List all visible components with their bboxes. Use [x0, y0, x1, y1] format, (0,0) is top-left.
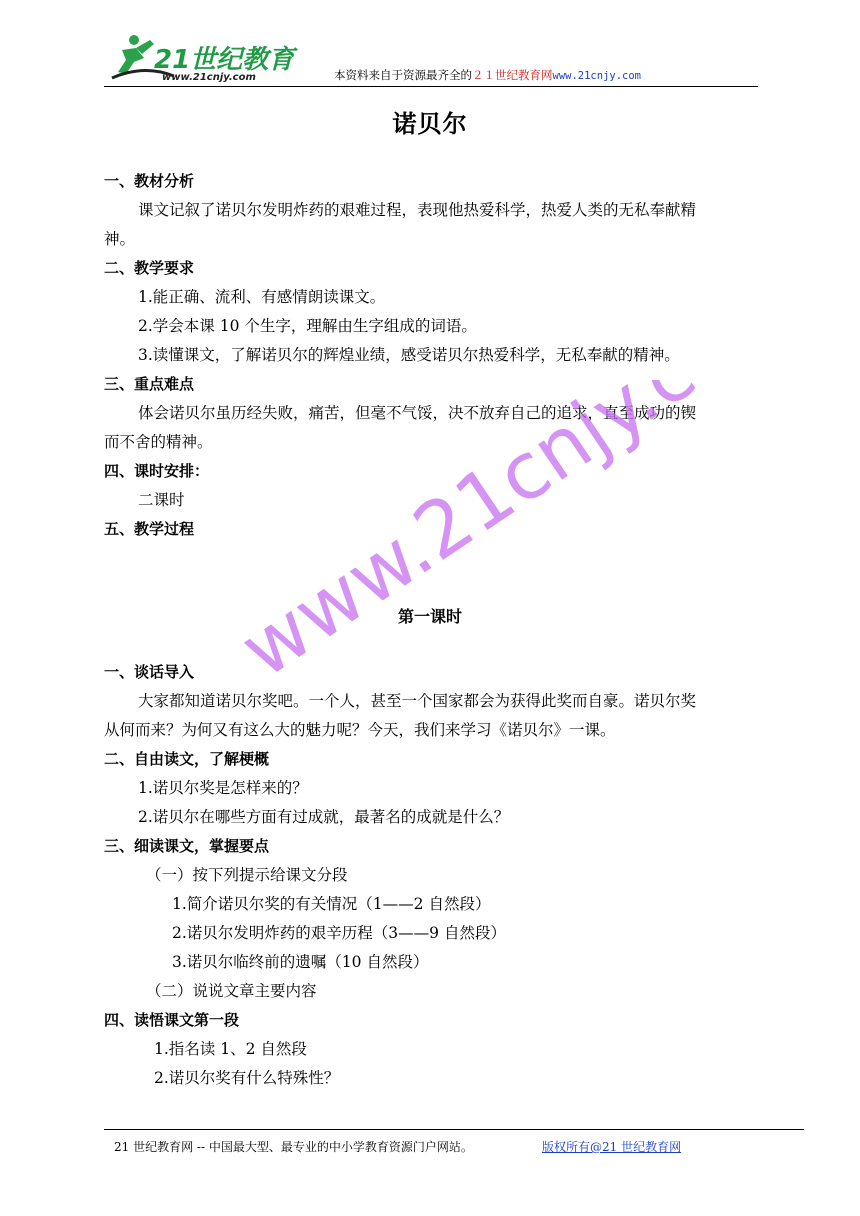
- heading-close-reading: 三、细读课文，掌握要点: [104, 837, 270, 855]
- list-item: （一）按下列提示给课文分段: [146, 866, 348, 884]
- logo-url: www.21cnjy.com: [162, 72, 256, 83]
- list-item: 3.诺贝尔临终前的遗嘱（10 自然段）: [172, 953, 429, 971]
- header-note-prefix: 本资料来自于资源最齐全的: [334, 68, 472, 82]
- heading-free-reading: 二、自由读文，了解梗概: [104, 750, 270, 768]
- paragraph-line: 神。: [104, 230, 136, 248]
- site-logo: [104, 28, 304, 84]
- paragraph-line: 而不舍的精神。: [104, 433, 213, 451]
- heading-requirements: 二、教学要求: [104, 259, 195, 277]
- list-item: 1.能正确、流利、有感情朗读课文。: [138, 288, 386, 306]
- paragraph-line: 二课时: [138, 491, 185, 509]
- paragraph-line: 课文记叙了诺贝尔发明炸药的艰难过程，表现他热爱科学，热爱人类的无私奉献精: [138, 201, 697, 219]
- heading-key-points: 三、重点难点: [104, 375, 195, 393]
- header-note: [334, 67, 641, 83]
- page-header: [104, 28, 758, 87]
- paragraph-line: 大家都知道诺贝尔奖吧。一个人，甚至一个国家都会为获得此奖而自豪。诺贝尔奖: [138, 692, 697, 710]
- watermark-text: www.21cnjy.com: [235, 380, 715, 696]
- list-item: 2.诺贝尔在哪些方面有过成就，最著名的成就是什么？: [138, 808, 510, 826]
- list-item: 3.读懂课文，了解诺贝尔的辉煌业绩，感受诺贝尔热爱科学，无私奉献的精神。: [138, 346, 680, 364]
- list-item: 1.指名读 1、2 自然段: [154, 1040, 307, 1058]
- paragraph-line: 从何而来？为何又有这么大的魅力呢？今天，我们来学习《诺贝尔》一课。: [104, 721, 616, 739]
- list-item: 2.诺贝尔奖有什么特殊性？: [154, 1069, 340, 1087]
- page-title: 诺贝尔: [392, 110, 468, 138]
- list-item: 2.诺贝尔发明炸药的艰辛历程（3——9 自然段）: [172, 924, 506, 942]
- heading-materials: 一、教材分析: [104, 172, 195, 190]
- list-item: 1.简介诺贝尔奖的有关情况（1——2 自然段）: [172, 895, 491, 913]
- heading-first-paragraph: 四、读悟课文第一段: [104, 1011, 240, 1029]
- heading-process: 五、教学过程: [104, 520, 195, 538]
- heading-intro: 一、谈话导入: [104, 663, 195, 681]
- page-footer: [104, 1129, 804, 1154]
- heading-schedule: 四、课时安排：: [104, 462, 210, 480]
- watermark: [235, 380, 715, 710]
- footer-note: 21 世纪教育网 -- 中国最大型、最专业的中小学教育资源门户网站。: [114, 1140, 473, 1154]
- list-item: 2.学会本课 10 个生字，理解由生字组成的词语。: [138, 317, 477, 335]
- header-note-url[interactable]: www.21cnjy.com: [552, 70, 642, 82]
- list-item: 1.诺贝尔奖是怎样来的？: [138, 779, 308, 797]
- list-item: （二）说说文章主要内容: [146, 982, 317, 1000]
- logo-text: 21世纪教育: [154, 45, 295, 75]
- section-title: 第一课时: [397, 607, 462, 626]
- paragraph-line: 体会诺贝尔虽历经失败，痛苦，但毫不气馁，决不放弃自己的追求，直至成功的锲: [138, 404, 697, 422]
- footer-copyright-link[interactable]: 版权所有@21 世纪教育网: [542, 1140, 682, 1154]
- header-note-site[interactable]: ２１世纪教育网: [472, 68, 553, 82]
